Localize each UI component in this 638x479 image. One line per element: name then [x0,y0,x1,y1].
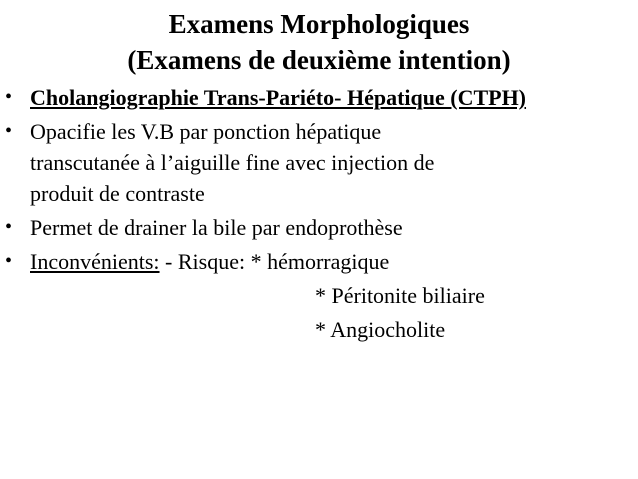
bullet-item-opacifie [0,116,638,209]
bullet-list [0,82,638,345]
risk-peritonite: * Péritonite biliaire [315,283,485,308]
title-line-2: (Examens de deuxième intention) [127,45,511,75]
drainer-text: Permet de drainer la bile par endoprothèse [30,215,403,240]
bullet-dot: • [5,250,13,272]
bullet-item-ctph [0,82,638,113]
inconvenients-label: Inconvénients: [30,249,160,274]
opacifie-line-2: transcutanée à l’aiguille fine avec injection de [30,150,435,175]
bullet-dot: • [5,86,13,108]
slide-title [0,6,638,78]
opacifie-line-3: produit de contraste [30,181,205,206]
bullet-item-inconvenients [0,246,638,277]
bullet-dot: • [5,120,13,142]
title-line-1: Examens Morphologiques [168,9,470,39]
ctph-heading: Cholangiographie Trans-Pariéto- Hépatique (CTPH) [30,85,527,110]
bullet-item-drainer [0,212,638,243]
risque-text: - Risque: * hémorragique [159,249,390,274]
bullet-dot: • [5,216,13,238]
opacifie-line-1: Opacifie les V.B par ponction hépatique [30,119,382,144]
risk-angiocholite: * Angiocholite [315,317,446,342]
